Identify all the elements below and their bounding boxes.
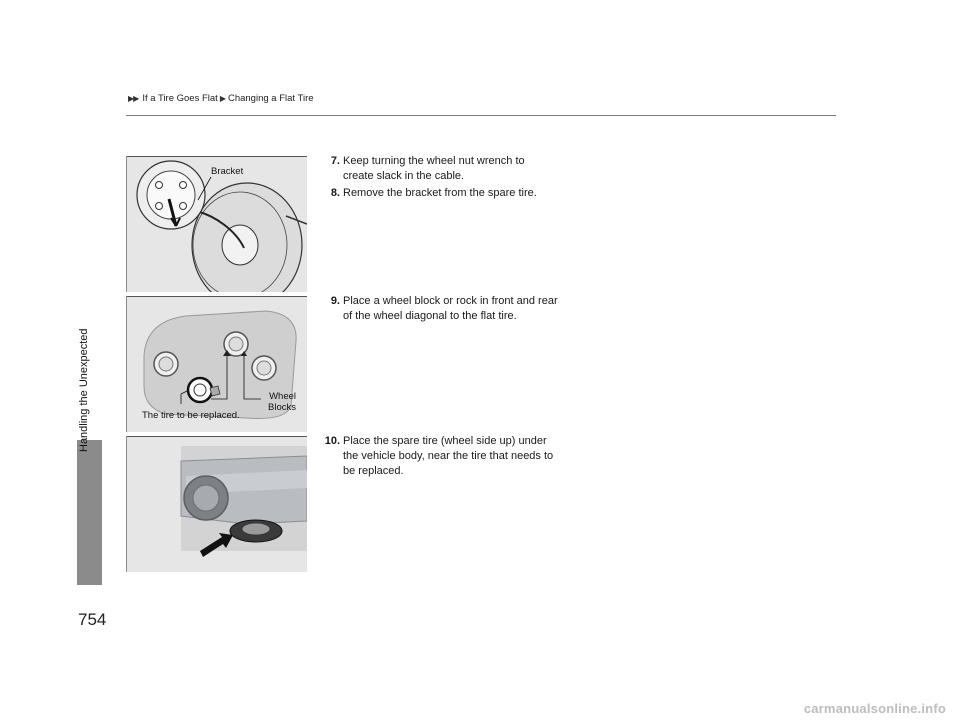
step-text: Place a wheel block or rock in front and rear of the wheel diagonal to the flat tire. bbox=[343, 295, 558, 322]
figure-left-rule bbox=[126, 436, 127, 572]
spare-under-vehicle-illustration bbox=[126, 436, 307, 572]
chapter-label: Handling the Unexpected bbox=[78, 328, 90, 452]
figure-left-rule bbox=[126, 296, 127, 432]
step-number: 8. bbox=[330, 187, 340, 199]
step-number: 10. bbox=[324, 435, 340, 447]
chapter-tab bbox=[77, 440, 102, 585]
double-chevron-right-icon: ▶▶ bbox=[128, 94, 139, 103]
spare-under-vehicle-figure bbox=[126, 436, 307, 572]
header-divider bbox=[126, 115, 836, 116]
chevron-right-icon: ▶ bbox=[219, 94, 226, 103]
bracket-callout: Bracket bbox=[211, 166, 244, 177]
step-9 bbox=[318, 294, 558, 324]
step-text: Place the spare tire (wheel side up) under the vehicle body, near the tire that needs to be replaced. bbox=[343, 435, 554, 477]
page-number: 754 bbox=[78, 610, 107, 629]
figure-top-rule bbox=[126, 436, 307, 437]
wheel-blocks-callout bbox=[262, 391, 296, 413]
breadcrumb-subsection[interactable]: Changing a Flat Tire bbox=[227, 93, 314, 104]
step-text: Remove the bracket from the spare tire. bbox=[343, 187, 537, 199]
step-text: Keep turning the wheel nut wrench to create slack in the cable. bbox=[343, 155, 525, 182]
step-number: 7. bbox=[330, 155, 340, 167]
spare-tire-bracket-figure bbox=[126, 156, 307, 292]
watermark: carmanualsonline.info bbox=[803, 701, 946, 716]
steps-group-10 bbox=[318, 434, 558, 481]
figure-left-rule bbox=[126, 156, 127, 292]
tire-to-replace-callout: The tire to be replaced. bbox=[142, 410, 240, 421]
figure-top-rule bbox=[126, 296, 307, 297]
steps-group-9 bbox=[318, 294, 558, 326]
wheel-blocks-figure bbox=[126, 296, 307, 432]
step-8 bbox=[318, 186, 558, 201]
wheel-blocks-callout-line1: Wheel bbox=[269, 391, 296, 402]
breadcrumb bbox=[128, 93, 314, 104]
wheel-blocks-callout-line2: Blocks bbox=[268, 402, 296, 413]
breadcrumb-section[interactable]: If a Tire Goes Flat bbox=[142, 93, 218, 104]
step-10 bbox=[318, 434, 558, 479]
step-7 bbox=[318, 154, 558, 184]
step-number: 9. bbox=[330, 295, 340, 307]
steps-group-7-8 bbox=[318, 154, 558, 203]
figure-top-rule bbox=[126, 156, 307, 157]
